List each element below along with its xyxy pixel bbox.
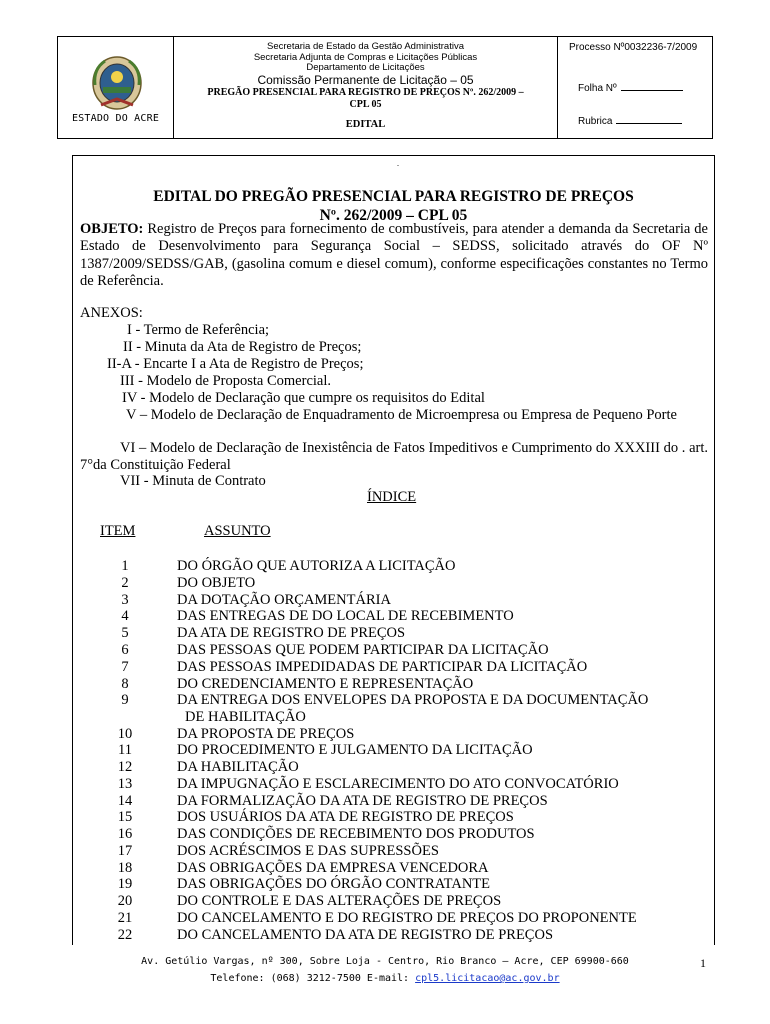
anexo-v: V – Modelo de Declaração de Enquadramento de Microempresa ou Empresa de Pequeno Porte bbox=[126, 407, 677, 423]
edital-subtitle: Nº. 262/2009 – CPL 05 bbox=[319, 207, 468, 224]
header-logo-cell bbox=[58, 37, 174, 138]
index-title: DA FORMALIZAÇÃO DA ATA DE REGISTRO DE PREÇOS bbox=[177, 793, 548, 809]
index-title: DO CREDENCIAMENTO E REPRESENTAÇÃO bbox=[177, 676, 474, 692]
anexo-item: I - Termo de Referência; bbox=[127, 322, 270, 338]
anexo-item: II-A - Encarte I a Ata de Registro de Preços; bbox=[107, 356, 364, 372]
index-num: 3 bbox=[121, 592, 129, 608]
index-title: DA HABILITAÇÃO bbox=[177, 759, 299, 775]
index-row bbox=[0, 625, 770, 642]
index-row bbox=[0, 776, 770, 793]
anexo-vii: VII - Minuta de Contrato bbox=[120, 473, 266, 489]
index-row bbox=[0, 826, 770, 843]
edital-title: EDITAL DO PREGÃO PRESENCIAL PARA REGISTRO DE PREÇOS bbox=[153, 188, 634, 205]
index-num: 19 bbox=[117, 876, 133, 892]
index-title: DA ATA DE REGISTRO DE PREÇOS bbox=[177, 625, 406, 641]
index-num: 15 bbox=[117, 809, 133, 825]
index-row bbox=[0, 676, 770, 693]
index-num: 22 bbox=[117, 927, 133, 943]
header-right-cell bbox=[558, 37, 712, 138]
index-row bbox=[0, 759, 770, 776]
index-row bbox=[0, 558, 770, 575]
rubrica-field bbox=[578, 114, 682, 127]
footer-address: Av. Getúlio Vargas, nº 300, Sobre Loja - Centro, Rio Branco – Acre, CEP 69900-660 bbox=[141, 956, 629, 967]
header-edital: EDITAL bbox=[345, 118, 386, 130]
index-title: DA PROPOSTA DE PREÇOS bbox=[177, 726, 355, 742]
footer-email-link[interactable]: cpl5.licitacao@ac.gov.br bbox=[415, 973, 560, 984]
index-title: DA IMPUGNAÇÃO E ESCLARECIMENTO DO ATO CONVOCATÓRIO bbox=[177, 776, 619, 792]
folha-blank bbox=[621, 81, 683, 91]
index-row bbox=[0, 927, 770, 944]
page-number: 1 bbox=[700, 956, 706, 970]
index-row bbox=[0, 726, 770, 743]
index-row bbox=[0, 793, 770, 810]
header-pregao-line2: CPL 05 bbox=[349, 98, 382, 110]
index-row bbox=[0, 809, 770, 826]
index-num: 21 bbox=[117, 910, 133, 926]
index-num: 20 bbox=[117, 893, 133, 909]
index-row bbox=[0, 592, 770, 609]
index-num: 14 bbox=[117, 793, 133, 809]
index-num: 1 bbox=[121, 558, 129, 574]
anexo-item: II - Minuta da Ata de Registro de Preços; bbox=[123, 339, 362, 355]
index-title: DAS ENTREGAS DE DO LOCAL DE RECEBIMENTO bbox=[177, 608, 514, 624]
index-num: 2 bbox=[121, 575, 129, 591]
indice-heading: ÍNDICE bbox=[367, 489, 417, 505]
index-title: DO CONTROLE E DAS ALTERAÇÕES DE PREÇOS bbox=[177, 893, 502, 909]
index-row bbox=[0, 608, 770, 625]
column-header-item: ITEM bbox=[100, 523, 136, 539]
rubrica-label: Rubrica bbox=[578, 116, 613, 127]
state-label: ESTADO DO ACRE bbox=[71, 113, 160, 124]
index-row bbox=[0, 692, 770, 709]
document-header bbox=[57, 36, 713, 139]
anexo-item: IV - Modelo de Declaração que cumpre os requisitos do Edital bbox=[122, 390, 485, 406]
index-row bbox=[0, 742, 770, 759]
index-title: DOS USUÁRIOS DA ATA DE REGISTRO DE PREÇOS bbox=[177, 809, 514, 825]
anexo-vi: VI – Modelo de Declaração de Inexistência de Fatos Impeditivos e Cumprimento do XXXIII do . art. 7°da Constituição Federal bbox=[80, 440, 708, 473]
index-title: DOS ACRÉSCIMOS E DAS SUPRESSÕES bbox=[177, 843, 439, 859]
index-title: DAS PESSOAS QUE PODEM PARTICIPAR DA LICITAÇÃO bbox=[177, 642, 549, 658]
footer-contact bbox=[0, 973, 770, 984]
header-secretaria-adjunta: Secretaria Adjunta de Compras e Licitações Públicas bbox=[253, 51, 478, 63]
objeto-label: OBJETO: bbox=[80, 221, 144, 237]
index-row bbox=[0, 910, 770, 927]
index-row bbox=[0, 860, 770, 877]
index-title: DO CANCELAMENTO E DO REGISTRO DE PREÇOS DO PROPONENTE bbox=[177, 910, 637, 926]
index-row bbox=[0, 659, 770, 676]
index-title: DO CANCELAMENTO DA ATA DE REGISTRO DE PREÇOS bbox=[177, 927, 554, 943]
index-row bbox=[0, 893, 770, 910]
index-title: DO PROCEDIMENTO E JULGAMENTO DA LICITAÇÃO bbox=[177, 742, 533, 758]
rubrica-blank bbox=[616, 114, 682, 124]
header-center-cell bbox=[174, 37, 558, 138]
processo-number: Processo Nº0032236-7/2009 bbox=[569, 42, 698, 53]
index-title: DAS OBRIGAÇÕES DA EMPRESA VENCEDORA bbox=[177, 860, 489, 876]
index-num: 11 bbox=[118, 742, 132, 758]
header-secretaria: Secretaria de Estado da Gestão Administrativa bbox=[267, 41, 464, 52]
footer-phone: Telefone: (068) 3212-7500 E-mail: bbox=[210, 973, 416, 984]
anexo-item: III - Modelo de Proposta Comercial. bbox=[120, 373, 332, 389]
index-num: 7 bbox=[121, 659, 129, 675]
objeto-paragraph bbox=[80, 221, 708, 290]
folha-label: Folha Nº bbox=[578, 83, 617, 94]
index-row bbox=[0, 876, 770, 893]
objeto-text: Registro de Preços para fornecimento de combustíveis, para atender a demanda da Secretaria de Estado de Desenvolvimento para Segurança Social – SEDSS, solicitado através do OF Nº 1387/2009/SEDSS/GAB, (gasolina comum e diesel comum), conforme especificações constantes no Termo de Referência. bbox=[80, 221, 708, 289]
index-title: DA DOTAÇÃO ORÇAMENTÁRIA bbox=[177, 592, 391, 608]
column-header-assunto: ASSUNTO bbox=[204, 523, 271, 539]
index-num: 16 bbox=[117, 826, 133, 842]
index-row bbox=[0, 642, 770, 659]
index-title: DAS CONDIÇÕES DE RECEBIMENTO DOS PRODUTOS bbox=[177, 826, 535, 842]
header-departamento: Departamento de Licitações bbox=[306, 62, 425, 73]
index-title: DAS PESSOAS IMPEDIDADAS DE PARTICIPAR DA LICITAÇÃO bbox=[177, 659, 588, 675]
index-title: DO OBJETO bbox=[177, 575, 256, 591]
header-pregao-line1: PREGÃO PRESENCIAL PARA REGISTRO DE PREÇOS Nº. 262/2009 – bbox=[207, 86, 524, 98]
index-num: 8 bbox=[121, 676, 129, 692]
index-title-continuation: DE HABILITAÇÃO bbox=[185, 709, 306, 725]
index-title: DAS OBRIGAÇÕES DO ÓRGÃO CONTRATANTE bbox=[177, 876, 491, 892]
index-row bbox=[0, 843, 770, 860]
header-comissao: Comissão Permanente de Licitação – 05 bbox=[257, 72, 474, 87]
index-num: 13 bbox=[117, 776, 133, 792]
index-num: 5 bbox=[121, 625, 129, 641]
index-row bbox=[0, 575, 770, 592]
index-num: 6 bbox=[121, 642, 129, 658]
index-num: 18 bbox=[117, 860, 133, 876]
folha-field bbox=[578, 81, 683, 94]
index-num: 4 bbox=[121, 608, 129, 624]
anexos-title: ANEXOS: bbox=[80, 305, 143, 321]
index-num: 12 bbox=[117, 759, 133, 775]
acre-crest-icon bbox=[91, 55, 143, 111]
index-num: 10 bbox=[117, 726, 133, 742]
index-num: 17 bbox=[117, 843, 133, 859]
index-title: DO ÓRGÃO QUE AUTORIZA A LICITAÇÃO bbox=[177, 558, 456, 574]
index-title: DA ENTREGA DOS ENVELOPES DA PROPOSTA E DA DOCUMENTAÇÃO bbox=[177, 692, 649, 708]
stray-dot: . bbox=[397, 159, 399, 168]
index-num: 9 bbox=[121, 692, 129, 708]
